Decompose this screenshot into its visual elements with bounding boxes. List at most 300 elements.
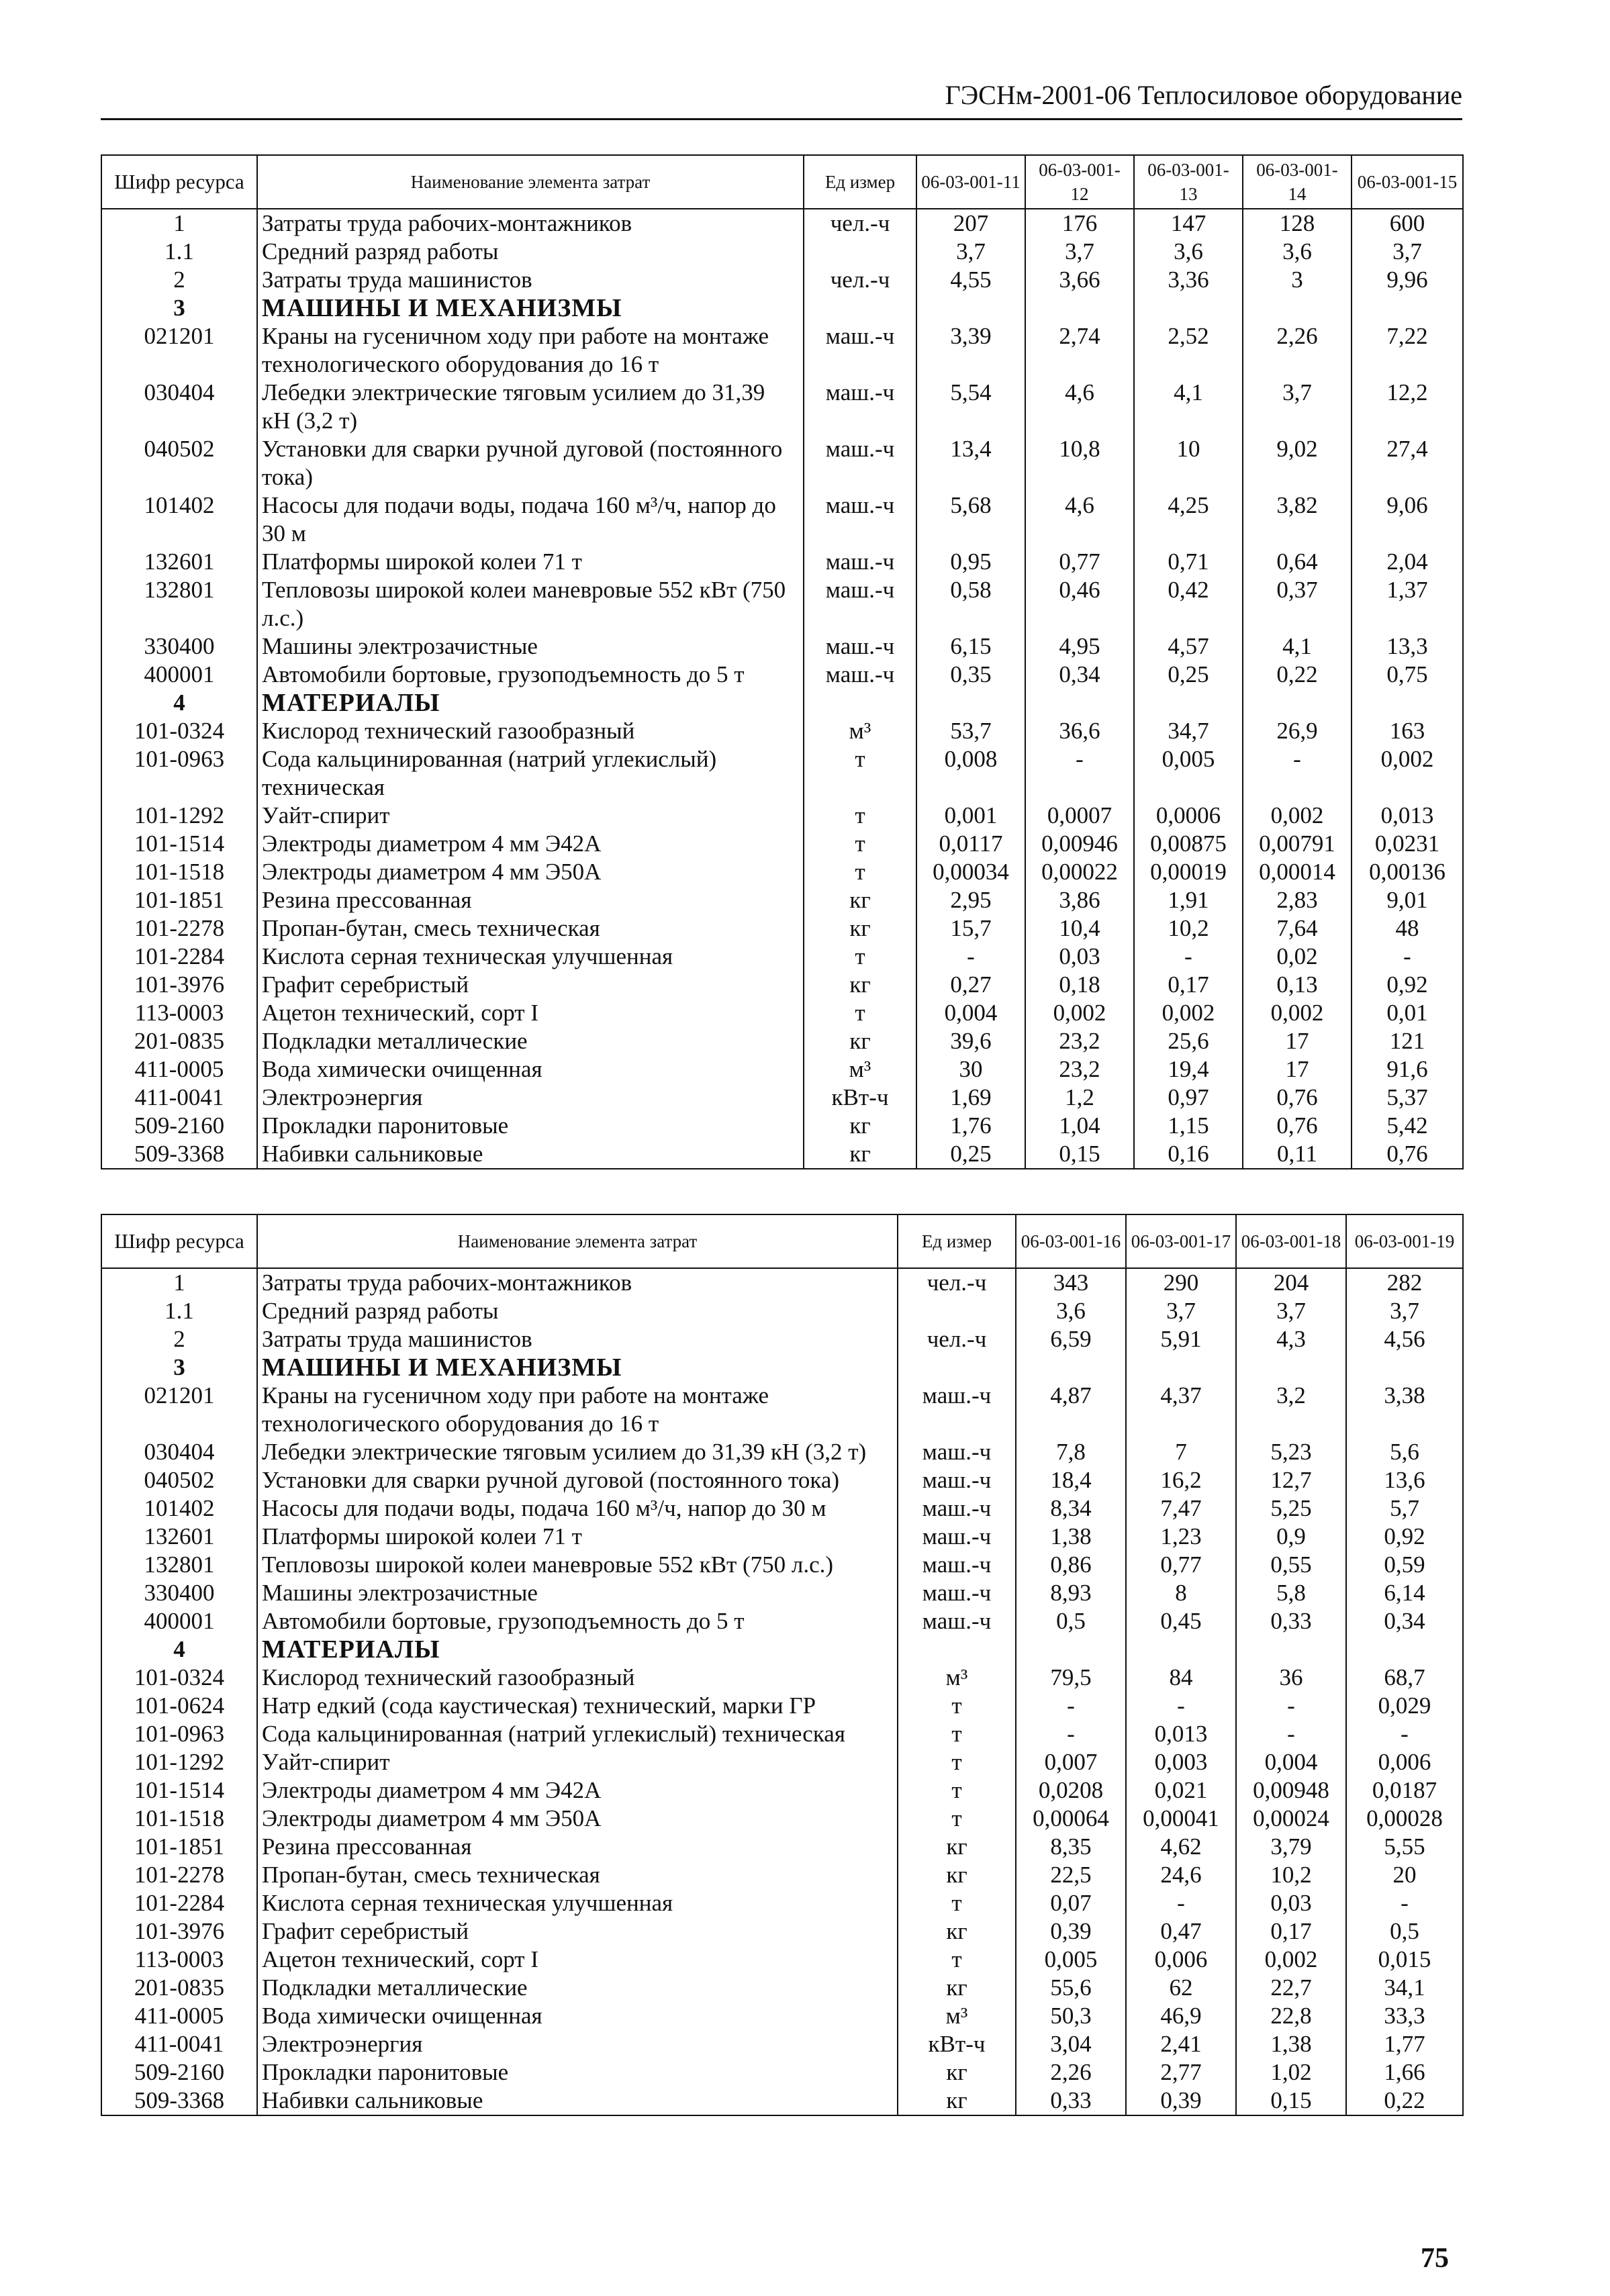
value-cell: 0,002 <box>1025 999 1134 1027</box>
resource-name: Машины электрозачистные <box>257 1579 898 1607</box>
running-header: ГЭСНм-2001-06 Теплосиловое оборудование <box>945 80 1462 110</box>
value-cell: 3,7 <box>916 238 1025 266</box>
resource-name: Установки для сварки ручной дуговой (постоянного тока) <box>257 1466 898 1494</box>
column-header-norm: 06-03-001-18 <box>1236 1214 1346 1268</box>
value-cell: 1,37 <box>1352 576 1463 632</box>
resource-code: 101-1518 <box>101 858 257 886</box>
unit-cell: т <box>898 1805 1016 1833</box>
value-cell: - <box>1346 1889 1463 1917</box>
unit-cell <box>804 238 916 266</box>
resource-code: 101-1514 <box>101 830 257 858</box>
value-cell: 1,69 <box>916 1084 1025 1112</box>
table-row <box>101 2030 1463 2058</box>
value-cell: 290 <box>1126 1268 1236 1297</box>
value-cell: - <box>1126 1889 1236 1917</box>
column-header-norm: 06-03-001-16 <box>1016 1214 1126 1268</box>
unit-cell: кг <box>898 2058 1016 2087</box>
value-cell: 0,97 <box>1134 1084 1243 1112</box>
value-cell: 0,64 <box>1243 548 1352 576</box>
resource-code: 132801 <box>101 576 257 632</box>
resource-code: 101-0963 <box>101 1720 257 1748</box>
resource-name: Подкладки металлические <box>257 1027 804 1055</box>
resource-code: 509-2160 <box>101 1112 257 1140</box>
value-cell: 0,86 <box>1016 1551 1126 1579</box>
table-row <box>101 238 1463 266</box>
value-cell: 9,96 <box>1352 266 1463 294</box>
value-cell: 5,54 <box>916 379 1025 435</box>
value-cell: 0,0006 <box>1134 802 1243 830</box>
value-cell: 0,71 <box>1134 548 1243 576</box>
resource-name: Тепловозы широкой колеи маневровые 552 кВт (750 л.с.) <box>257 1551 898 1579</box>
value-cell: 2,83 <box>1243 886 1352 914</box>
value-cell: - <box>1236 1720 1346 1748</box>
unit-cell: маш.-ч <box>804 322 916 379</box>
resource-name: Вода химически очищенная <box>257 2002 898 2030</box>
value-cell: 91,6 <box>1352 1055 1463 1084</box>
value-cell: 0,5 <box>1346 1917 1463 1946</box>
resource-code: 101-1292 <box>101 802 257 830</box>
unit-cell: маш.-ч <box>898 1494 1016 1523</box>
table-row <box>101 2087 1463 2115</box>
value-cell: 0,00024 <box>1236 1805 1346 1833</box>
value-cell: - <box>1346 1720 1463 1748</box>
value-cell: 9,06 <box>1352 491 1463 548</box>
value-cell: 0,00946 <box>1025 830 1134 858</box>
section-title: МАШИНЫ И МЕХАНИЗМЫ <box>257 294 804 322</box>
resource-name: Платформы широкой колеи 71 т <box>257 548 804 576</box>
value-cell: 0,5 <box>1016 1607 1126 1635</box>
value-cell: 13,3 <box>1352 632 1463 661</box>
unit-cell: т <box>898 1692 1016 1720</box>
value-cell: 0,16 <box>1134 1140 1243 1169</box>
unit-cell: маш.-ч <box>898 1551 1016 1579</box>
resource-code: 330400 <box>101 1579 257 1607</box>
unit-cell: кг <box>898 1917 1016 1946</box>
resource-name: Лебедки электрические тяговым усилием до 31,39 кН (3,2 т) <box>257 1438 898 1466</box>
section-row <box>101 1635 1463 1664</box>
resource-name: Набивки сальниковые <box>257 2087 898 2115</box>
value-cell: 0,00019 <box>1134 858 1243 886</box>
resource-code: 411-0041 <box>101 1084 257 1112</box>
value-cell: 3,2 <box>1236 1382 1346 1438</box>
value-cell: 0,92 <box>1346 1523 1463 1551</box>
resource-name: Затраты труда машинистов <box>257 266 804 294</box>
value-cell: 0,92 <box>1352 971 1463 999</box>
resource-name: Затраты труда машинистов <box>257 1325 898 1353</box>
value-cell: 0,39 <box>1016 1917 1126 1946</box>
header-row <box>101 155 1463 209</box>
value-cell: 53,7 <box>916 717 1025 745</box>
resource-code: 2 <box>101 266 257 294</box>
resource-code: 021201 <box>101 1382 257 1438</box>
resource-code: 101-1514 <box>101 1776 257 1805</box>
value-cell: 0,07 <box>1016 1889 1126 1917</box>
value-cell: 600 <box>1352 209 1463 238</box>
value-cell: 10,8 <box>1025 435 1134 491</box>
value-cell <box>1016 1353 1126 1382</box>
resource-name: Ацетон технический, сорт I <box>257 999 804 1027</box>
resource-code: 021201 <box>101 322 257 379</box>
unit-cell: кВт-ч <box>898 2030 1016 2058</box>
value-cell: 23,2 <box>1025 1055 1134 1084</box>
value-cell: 79,5 <box>1016 1664 1126 1692</box>
column-header-norm: 06-03-001-19 <box>1346 1214 1463 1268</box>
table-row <box>101 1325 1463 1353</box>
table-row <box>101 1297 1463 1325</box>
value-cell: 0,00014 <box>1243 858 1352 886</box>
table-row <box>101 1466 1463 1494</box>
resource-code: 201-0835 <box>101 1027 257 1055</box>
resource-name: Кислород технический газообразный <box>257 717 804 745</box>
value-cell: 24,6 <box>1126 1861 1236 1889</box>
value-cell: 4,25 <box>1134 491 1243 548</box>
column-header-code: Шифр ресурса <box>101 1214 257 1268</box>
unit-cell: кг <box>804 886 916 914</box>
table-row <box>101 1084 1463 1112</box>
value-cell: - <box>1126 1692 1236 1720</box>
resource-code: 101-0324 <box>101 1664 257 1692</box>
unit-cell: чел.-ч <box>804 209 916 238</box>
resource-code: 509-2160 <box>101 2058 257 2087</box>
table-row <box>101 1974 1463 2002</box>
value-cell: 20 <box>1346 1861 1463 1889</box>
value-cell: 18,4 <box>1016 1466 1126 1494</box>
value-cell: 0,002 <box>1134 999 1243 1027</box>
resource-code: 1.1 <box>101 1297 257 1325</box>
table-row <box>101 1140 1463 1169</box>
resource-name: Сода кальцинированная (натрий углекислый) техническая <box>257 745 804 802</box>
column-header-norm: 06-03-001-14 <box>1243 155 1352 209</box>
value-cell: 0,9 <box>1236 1523 1346 1551</box>
value-cell: 0,77 <box>1126 1551 1236 1579</box>
value-cell: 0,17 <box>1236 1917 1346 1946</box>
resource-code: 101-1851 <box>101 886 257 914</box>
value-cell: 3,38 <box>1346 1382 1463 1438</box>
value-cell: 0,45 <box>1126 1607 1236 1635</box>
value-cell: 1,38 <box>1236 2030 1346 2058</box>
value-cell: 128 <box>1243 209 1352 238</box>
value-cell <box>1025 294 1134 322</box>
value-cell: 0,00022 <box>1025 858 1134 886</box>
table-row <box>101 1055 1463 1084</box>
value-cell: 0,005 <box>1016 1946 1126 1974</box>
resource-code: 2 <box>101 1325 257 1353</box>
value-cell: 2,52 <box>1134 322 1243 379</box>
value-cell: 36,6 <box>1025 717 1134 745</box>
value-cell: 1,04 <box>1025 1112 1134 1140</box>
value-cell: 0,00136 <box>1352 858 1463 886</box>
value-cell: 0,002 <box>1236 1946 1346 1974</box>
resource-code: 132601 <box>101 548 257 576</box>
value-cell: 0,58 <box>916 576 1025 632</box>
value-cell: 50,3 <box>1016 2002 1126 2030</box>
value-cell: 0,02 <box>1243 943 1352 971</box>
table-row <box>101 1946 1463 1974</box>
table-row <box>101 1748 1463 1776</box>
resource-name: Электроды диаметром 4 мм Э50А <box>257 858 804 886</box>
table-row <box>101 322 1463 379</box>
value-cell: 34,1 <box>1346 1974 1463 2002</box>
unit-cell: кг <box>898 2087 1016 2115</box>
value-cell: 8 <box>1126 1579 1236 1607</box>
value-cell: 10,4 <box>1025 914 1134 943</box>
unit-cell: кг <box>804 1027 916 1055</box>
resource-name: Машины электрозачистные <box>257 632 804 661</box>
table-row <box>101 1027 1463 1055</box>
value-cell <box>1236 1635 1346 1664</box>
value-cell: 0,00948 <box>1236 1776 1346 1805</box>
column-header-norm: 06-03-001-13 <box>1134 155 1243 209</box>
value-cell: - <box>1016 1692 1126 1720</box>
resource-code: 3 <box>101 294 257 322</box>
value-cell: - <box>1025 745 1134 802</box>
value-cell: 8,35 <box>1016 1833 1126 1861</box>
value-cell: 0,25 <box>1134 661 1243 689</box>
value-cell: 0,59 <box>1346 1551 1463 1579</box>
value-cell: 3,04 <box>1016 2030 1126 2058</box>
unit-cell: кВт-ч <box>804 1084 916 1112</box>
value-cell: 3,7 <box>1243 379 1352 435</box>
resource-name: Сода кальцинированная (натрий углекислый) техническая <box>257 1720 898 1748</box>
value-cell: 204 <box>1236 1268 1346 1297</box>
unit-cell: м³ <box>804 717 916 745</box>
resource-code: 101-1518 <box>101 1805 257 1833</box>
value-cell: 7,8 <box>1016 1438 1126 1466</box>
value-cell: 16,2 <box>1126 1466 1236 1494</box>
value-cell: 68,7 <box>1346 1664 1463 1692</box>
value-cell: 5,8 <box>1236 1579 1346 1607</box>
value-cell: 3,86 <box>1025 886 1134 914</box>
value-cell: 13,4 <box>916 435 1025 491</box>
value-cell: 0,0117 <box>916 830 1025 858</box>
resource-code: 113-0003 <box>101 999 257 1027</box>
resource-code: 101-3976 <box>101 1917 257 1946</box>
value-cell: 7,47 <box>1126 1494 1236 1523</box>
resource-code: 101-2284 <box>101 943 257 971</box>
unit-cell: т <box>898 1946 1016 1974</box>
value-cell: 3,7 <box>1236 1297 1346 1325</box>
value-cell: - <box>1352 943 1463 971</box>
value-cell: 0,33 <box>1016 2087 1126 2115</box>
value-cell: 343 <box>1016 1268 1126 1297</box>
value-cell: 0,021 <box>1126 1776 1236 1805</box>
value-cell: 1,76 <box>916 1112 1025 1140</box>
value-cell: 3,6 <box>1016 1297 1126 1325</box>
resource-code: 101-0624 <box>101 1692 257 1720</box>
value-cell: 48 <box>1352 914 1463 943</box>
resource-name: Электроды диаметром 4 мм Э50А <box>257 1805 898 1833</box>
column-header-name: Наименование элемента затрат <box>257 1214 898 1268</box>
unit-cell: кг <box>804 1112 916 1140</box>
value-cell: 2,04 <box>1352 548 1463 576</box>
table-row <box>101 1268 1463 1297</box>
unit-cell: чел.-ч <box>898 1268 1016 1297</box>
table-row <box>101 1805 1463 1833</box>
resource-name: Средний разряд работы <box>257 238 804 266</box>
value-cell: 0,15 <box>1025 1140 1134 1169</box>
value-cell: 15,7 <box>916 914 1025 943</box>
unit-cell <box>804 689 916 717</box>
column-header-unit: Ед измер <box>898 1214 1016 1268</box>
column-header-code: Шифр ресурса <box>101 155 257 209</box>
table-row <box>101 1833 1463 1861</box>
value-cell: 0,00034 <box>916 858 1025 886</box>
value-cell: 0,39 <box>1126 2087 1236 2115</box>
resource-code: 400001 <box>101 661 257 689</box>
value-cell: 3,6 <box>1134 238 1243 266</box>
value-cell: 0,55 <box>1236 1551 1346 1579</box>
table-row <box>101 1776 1463 1805</box>
table-row <box>101 971 1463 999</box>
value-cell <box>1243 689 1352 717</box>
resource-name: Вода химически очищенная <box>257 1055 804 1084</box>
table-row <box>101 1720 1463 1748</box>
header-row <box>101 1214 1463 1268</box>
value-cell: 22,7 <box>1236 1974 1346 2002</box>
section-title: МАТЕРИАЛЫ <box>257 689 804 717</box>
value-cell: 282 <box>1346 1268 1463 1297</box>
value-cell <box>1346 1353 1463 1382</box>
value-cell: 0,0007 <box>1025 802 1134 830</box>
table-row <box>101 1664 1463 1692</box>
value-cell: 0,75 <box>1352 661 1463 689</box>
value-cell: 4,57 <box>1134 632 1243 661</box>
value-cell: 0,22 <box>1243 661 1352 689</box>
value-cell: 0,17 <box>1134 971 1243 999</box>
table-row <box>101 886 1463 914</box>
value-cell: 22,8 <box>1236 2002 1346 2030</box>
value-cell: 1,02 <box>1236 2058 1346 2087</box>
value-cell: 4,3 <box>1236 1325 1346 1353</box>
value-cell: 4,37 <box>1126 1382 1236 1438</box>
resource-name: Прокладки паронитовые <box>257 1112 804 1140</box>
resource-name: Графит серебристый <box>257 1917 898 1946</box>
value-cell: 0,006 <box>1126 1946 1236 1974</box>
resource-code: 411-0005 <box>101 1055 257 1084</box>
resource-code: 1.1 <box>101 238 257 266</box>
unit-cell: маш.-ч <box>898 1607 1016 1635</box>
unit-cell: кг <box>804 971 916 999</box>
unit-cell <box>898 1297 1016 1325</box>
unit-cell: т <box>898 1889 1016 1917</box>
value-cell: 9,02 <box>1243 435 1352 491</box>
value-cell: 0,27 <box>916 971 1025 999</box>
unit-cell: маш.-ч <box>804 576 916 632</box>
table-row <box>101 914 1463 943</box>
value-cell: 13,6 <box>1346 1466 1463 1494</box>
resource-code: 101-0324 <box>101 717 257 745</box>
value-cell: 3,7 <box>1346 1297 1463 1325</box>
value-cell: 4,87 <box>1016 1382 1126 1438</box>
value-cell: 5,25 <box>1236 1494 1346 1523</box>
table-row <box>101 576 1463 632</box>
resource-code: 330400 <box>101 632 257 661</box>
value-cell: 2,41 <box>1126 2030 1236 2058</box>
table-body <box>101 209 1463 1169</box>
value-cell: 2,26 <box>1016 2058 1126 2087</box>
value-cell: 0,00041 <box>1126 1805 1236 1833</box>
value-cell: 46,9 <box>1126 2002 1236 2030</box>
table-row <box>101 548 1463 576</box>
value-cell: 10 <box>1134 435 1243 491</box>
value-cell <box>916 294 1025 322</box>
resource-code: 509-3368 <box>101 1140 257 1169</box>
table-row <box>101 1112 1463 1140</box>
value-cell: 0,25 <box>916 1140 1025 1169</box>
resource-name: Краны на гусеничном ходу при работе на монтаже технологического оборудования до 16 т <box>257 322 804 379</box>
value-cell: 3,7 <box>1025 238 1134 266</box>
resource-name: Затраты труда рабочих-монтажников <box>257 209 804 238</box>
table-row <box>101 1551 1463 1579</box>
value-cell: 5,91 <box>1126 1325 1236 1353</box>
value-cell: 7,22 <box>1352 322 1463 379</box>
section-row <box>101 1353 1463 1382</box>
unit-cell: т <box>898 1776 1016 1805</box>
section-title: МАШИНЫ И МЕХАНИЗМЫ <box>257 1353 898 1382</box>
table-row <box>101 802 1463 830</box>
value-cell: 0,013 <box>1126 1720 1236 1748</box>
value-cell: 4,1 <box>1134 379 1243 435</box>
resource-name: Затраты труда рабочих-монтажников <box>257 1268 898 1297</box>
value-cell: 4,56 <box>1346 1325 1463 1353</box>
value-cell: 0,015 <box>1346 1946 1463 1974</box>
resource-code: 201-0835 <box>101 1974 257 2002</box>
table-row <box>101 435 1463 491</box>
value-cell: 1,23 <box>1126 1523 1236 1551</box>
value-cell: 0,11 <box>1243 1140 1352 1169</box>
unit-cell: м³ <box>898 1664 1016 1692</box>
resource-name: Графит серебристый <box>257 971 804 999</box>
value-cell: 0,004 <box>1236 1748 1346 1776</box>
value-cell: 33,3 <box>1346 2002 1463 2030</box>
resource-name: Краны на гусеничном ходу при работе на монтаже технологического оборудования до 16 т <box>257 1382 898 1438</box>
unit-cell: маш.-ч <box>804 632 916 661</box>
table-row <box>101 661 1463 689</box>
table-row <box>101 858 1463 886</box>
value-cell: 0,003 <box>1126 1748 1236 1776</box>
unit-cell: кг <box>804 1140 916 1169</box>
unit-cell <box>804 294 916 322</box>
value-cell: 30 <box>916 1055 1025 1084</box>
unit-cell: маш.-ч <box>804 491 916 548</box>
value-cell: 2,77 <box>1126 2058 1236 2087</box>
table-row <box>101 830 1463 858</box>
resource-name: Набивки сальниковые <box>257 1140 804 1169</box>
resource-code: 040502 <box>101 435 257 491</box>
value-cell: 3,7 <box>1352 238 1463 266</box>
value-cell: 0,35 <box>916 661 1025 689</box>
value-cell: 1,38 <box>1016 1523 1126 1551</box>
resource-code: 101402 <box>101 491 257 548</box>
unit-cell: маш.-ч <box>804 379 916 435</box>
unit-cell: чел.-ч <box>804 266 916 294</box>
value-cell: 5,37 <box>1352 1084 1463 1112</box>
value-cell: 0,00875 <box>1134 830 1243 858</box>
value-cell: 36 <box>1236 1664 1346 1692</box>
value-cell: 23,2 <box>1025 1027 1134 1055</box>
resource-code: 509-3368 <box>101 2087 257 2115</box>
value-cell <box>1243 294 1352 322</box>
value-cell: 0,13 <box>1243 971 1352 999</box>
table-row <box>101 1692 1463 1720</box>
value-cell: 3,6 <box>1243 238 1352 266</box>
value-cell: 0,01 <box>1352 999 1463 1027</box>
value-cell: 6,15 <box>916 632 1025 661</box>
value-cell: 0,22 <box>1346 2087 1463 2115</box>
resource-name: Электроды диаметром 4 мм Э42А <box>257 830 804 858</box>
value-cell: 12,7 <box>1236 1466 1346 1494</box>
value-cell: 0,18 <box>1025 971 1134 999</box>
